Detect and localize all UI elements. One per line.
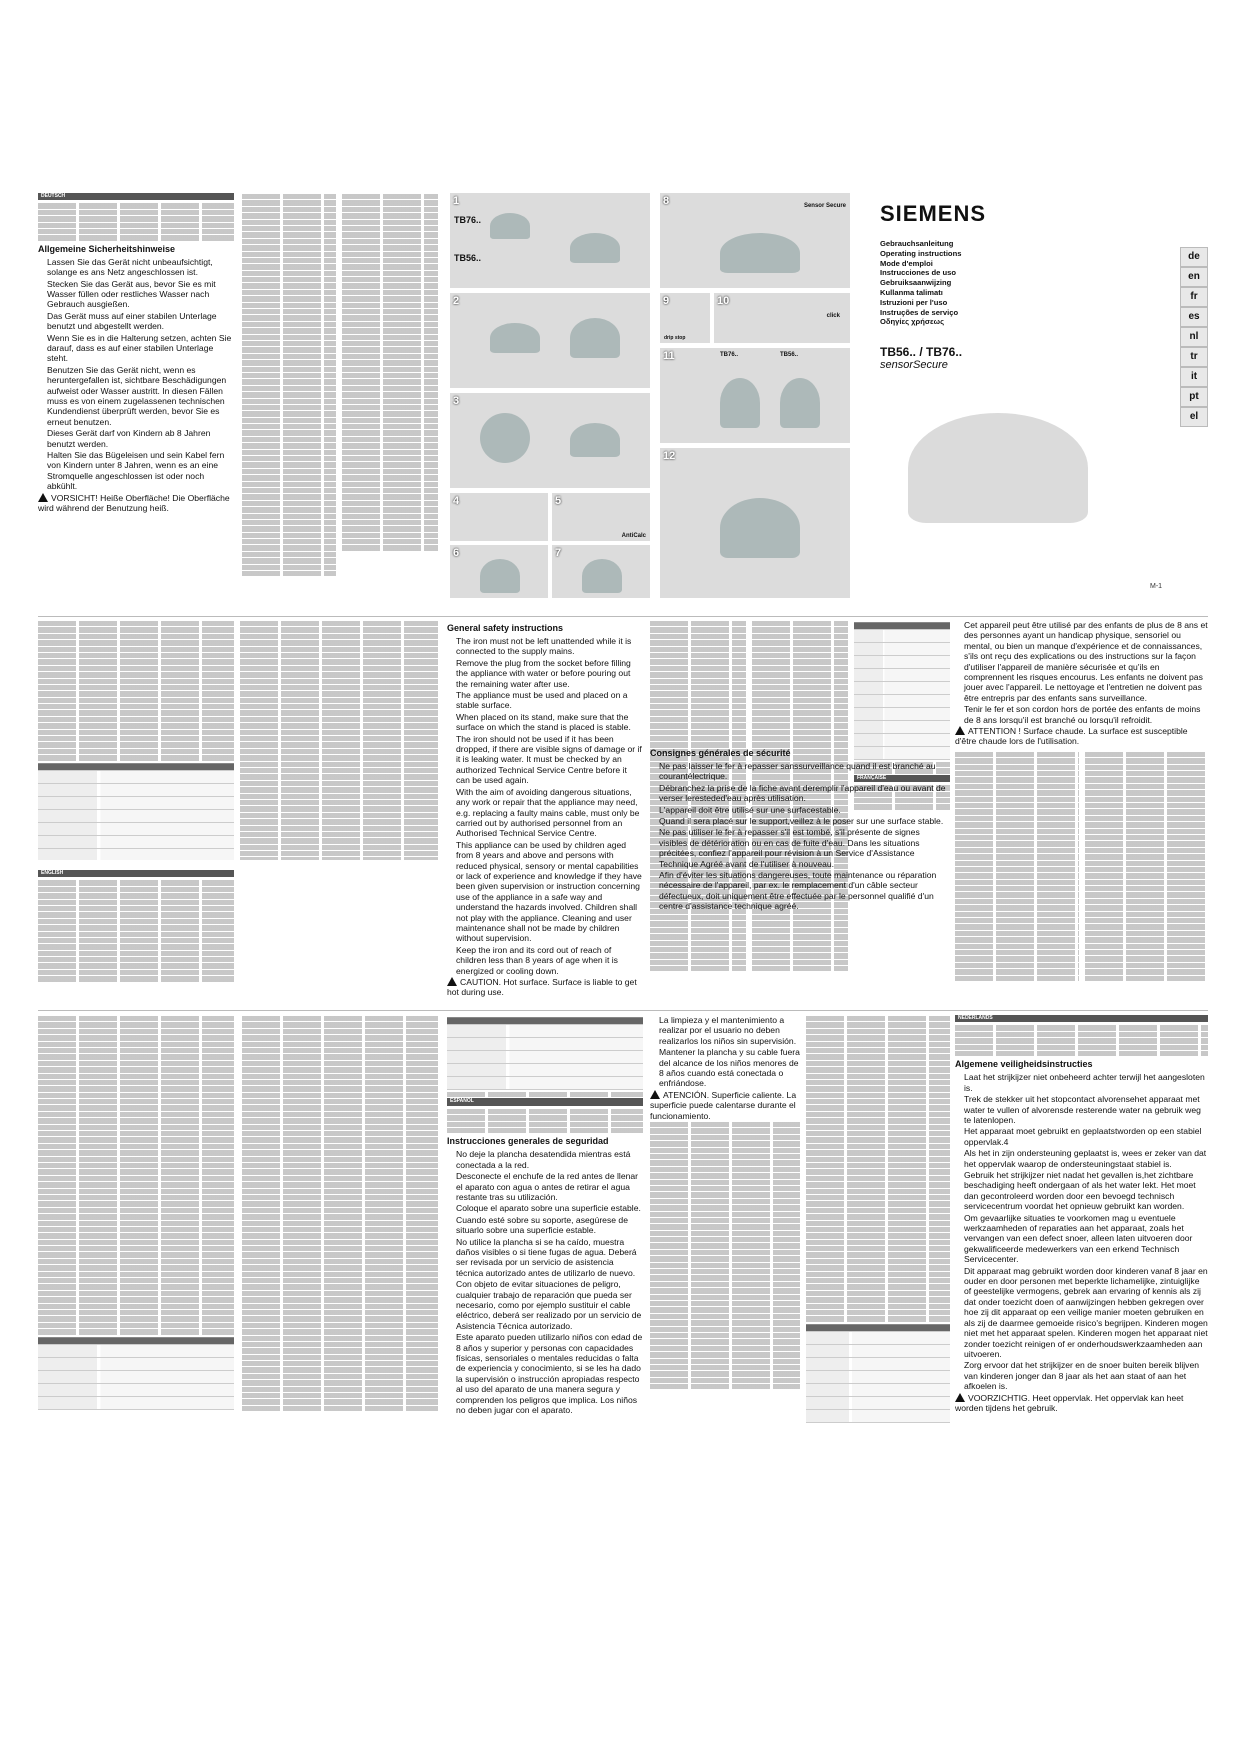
list-item: • Stecken Sie das Gerät aus, bevor Sie es mit Wasser füllen oder restliches Wasser nach Gebrauch ausgießen. <box>47 279 234 310</box>
cover-panel <box>868 193 1208 613</box>
manual-title: Οδηγίες χρήσεως <box>880 317 945 327</box>
list-item: • Cet appareil peut être utilisé par des enfants de plus de 8 ans et des personnes ayant un handicap physique, sensoriel ou mental, ou bien un manque d'expérience et de connaissances, s'ils ont reçu des explications ou des instructions sur la façon d'utiliser l'appareil de manière sécurisée et qu'ils en comprennent les risques encourus. Les enfants ne doivent pas jouer avec l'appareil. Le nettoyage et l'entretien ne doivent pas être entrepris par des enfants sans surveillance. <box>964 620 1208 703</box>
safety-heading-en: General safety instructions <box>447 623 564 633</box>
warning-nl: VOORZICHTIG. Heet oppervlak. Het oppervlak kan heet worden tijdens het gebruik. <box>955 1392 1184 1413</box>
figure-1: 1 TB76.. TB56.. <box>450 193 650 288</box>
warning-es: ATENCIÓN. Superficie caliente. La superficie puede calentarse durante el funcionamiento. <box>650 1089 797 1121</box>
warning-triangle-icon <box>650 1090 660 1099</box>
figure-8: 8 Sensor Secure <box>660 193 850 288</box>
figure-11: 11 TB76.. TB56.. <box>660 348 850 443</box>
figure-10: 10 click <box>714 293 850 343</box>
section-header-en: ENGLISH <box>38 870 234 877</box>
list-item: • The iron should not be used if it has been dropped, if there are visible signs of damage or if it is leaking water. It must be checked by an authorized Technical Service Centre before it can be used again. <box>456 734 643 786</box>
manual-title: Gebrauchsanleitung <box>880 239 954 248</box>
figure-12: 12 <box>660 448 850 598</box>
panel-french-safety <box>650 745 950 1005</box>
safety-list-en <box>447 636 643 976</box>
list-item: • Laat het strijkijzer niet onbeheerd achter terwijl het aangesloten is. <box>964 1072 1208 1093</box>
language-tab-pt[interactable]: pt <box>1180 387 1208 407</box>
list-item: • Zorg ervoor dat het strijkijzer en de snoer buiten bereik blijven van kinderen jonger dan 8 jaar als het aan staat of aan het afkoelen is. <box>964 1360 1208 1391</box>
language-tab-fr[interactable]: fr <box>1180 287 1208 307</box>
safety-list-es <box>447 1149 643 1415</box>
list-item: • The iron must not be left unattended while it is connected to the supply mains. <box>456 636 643 657</box>
safety-heading-fr: Consignes générales de sécurité <box>650 748 791 758</box>
panel-french <box>955 620 1208 1005</box>
section-header-fr: FRANÇAISE <box>854 775 950 782</box>
troubleshooting-table-de <box>38 763 234 860</box>
safety-list-es-continued <box>650 1015 800 1089</box>
manual-title: Instruções de serviço <box>880 307 959 317</box>
language-tab-it[interactable]: it <box>1180 367 1208 387</box>
panel-de-continued <box>38 620 234 1005</box>
list-item: • Trek de stekker uit het stopcontact alvorensehet apparaat met water te vullen of alvorensde resterende water na gebruik weg te latenlopen. <box>964 1094 1208 1125</box>
warning-triangle-icon <box>38 493 48 502</box>
list-item: • Als het in zijn ondersteuning geplaatst is, wees er zeker van dat het oppervlak waarop de ondersteuningstaat stabiel is. <box>964 1148 1208 1169</box>
section-header-de: DEUTSCH <box>38 193 234 200</box>
list-item: • Het apparaat moet gebruikt en geplaatstworden op een stabiel oppervlak.4 <box>964 1126 1208 1147</box>
list-item: • Dit apparaat mag gebruikt worden door kinderen vanaf 8 jaar en ouder en door personen met beperkte lichamelijke, zintuiglijke of geestelijke vermogens, gebrek aan ervaring of kennis als zij dat onder toezicht doen of aanwijzingen hebben gekregen over hoe zij dit apparaat op een veilige manier moeten gebruiken en als zij de daarmee gemoeide risico's begrijpen. Kinderen mogen niet met het apparaat spelen. Kinderen mogen het apparaat niet zonder toezicht reinigen of er onderhoudswerkzaamheden aan uitvoeren. <box>964 1266 1208 1360</box>
panel-dutch <box>955 1015 1208 1455</box>
iron-illustration <box>908 413 1088 523</box>
safety-list-fr <box>650 761 950 912</box>
panel-english <box>447 620 643 1005</box>
manual-title: Operating instructions <box>880 248 962 258</box>
list-item: • Keep the iron and its cord out of reach of children less than 8 years of age when it is energized or cooling down. <box>456 945 643 976</box>
list-item: • Ne pas laisser le fer à repasser sanssurveillance quand il est branché au courantélectrique. <box>659 761 950 782</box>
list-item: • Benutzen Sie das Gerät nicht, wenn es heruntergefallen ist, sichtbare Beschädigungen aufweist oder Wasser austritt. In diesen Fällen muss es von einem zugelassenen technischen Kundendienst überprüft werden, bevor Sie es erneut benutzen. <box>47 365 234 427</box>
safety-heading-de: Allgemeine Sicherheitshinweise <box>38 243 176 254</box>
safety-list-de <box>38 257 234 492</box>
list-item: • When placed on its stand, make sure that the surface on which the stand is placed is stable. <box>456 712 643 733</box>
safety-list-fr-continued <box>955 620 1208 725</box>
list-item: • Cuando esté sobre su soporte, asegúrese de situarlo sobre una superficie estable. <box>456 1215 643 1236</box>
list-item: • Este aparato pueden utilizarlo niños con edad de 8 años y superior y personas con capacidades físicas, sensoriales o mentales reducidas o falta de experiencia y conocimiento, si se les ha dado la supervisión o instrucción apropiadas respecto al uso del aparato de una manera segura y comprenden los peligros que implica. Los niños no deben jugar con el aparato. <box>456 1332 643 1415</box>
list-item: • No deje la plancha desatendida mientras está conectada a la red. <box>456 1149 643 1170</box>
brand-logo: SIEMENS <box>880 201 987 226</box>
row-divider <box>38 1010 1208 1011</box>
figure-5: 5 AntiCalc <box>552 493 650 541</box>
list-item: • Con objeto de evitar situaciones de peligro, cualquier trabajo de reparación que pueda ser necesario, como por ejemplo sustituir el cable eléctrico, deberá ser realizado por un servicio de Asistencia Técnica autorizado. <box>456 1279 643 1331</box>
row-divider <box>38 616 1208 617</box>
panel-spanish <box>447 1015 643 1455</box>
list-item: • Halten Sie das Bügeleisen und sein Kabel fern von Kindern unter 8 Jahren, wenn es an eine Stromquelle angeschlossen ist oder noch abkühlt. <box>47 450 234 492</box>
panel-deutsch <box>38 193 438 613</box>
list-item: • Mantener la plancha y su cable fuera del alcance de los niños menores de 8 años cuando está conectada o enfriándose. <box>659 1047 800 1089</box>
panel-de-continued-2 <box>240 620 438 860</box>
list-item: • Remove the plug from the socket before filling the appliance with water or before pouring out the remaining water after use. <box>456 658 643 689</box>
list-item: • Coloque el aparato sobre una superficie estable. <box>456 1203 643 1213</box>
language-tab-el[interactable]: el <box>1180 407 1208 427</box>
language-tab-es[interactable]: es <box>1180 307 1208 327</box>
warning-triangle-icon <box>955 1393 965 1402</box>
manual-title: Instrucciones de uso <box>880 268 956 278</box>
list-item: • Dieses Gerät darf von Kindern ab 8 Jahren benutzt werden. <box>47 428 234 449</box>
manual-title: Gebruiksaanwijzing <box>880 278 952 288</box>
de-column-1 <box>38 193 234 613</box>
figures-panel <box>450 193 850 598</box>
list-item: • Desconecte el enchufe de la red antes de llenar el aparato con agua o antes de retirar el agua restante tras su utilización. <box>456 1171 643 1202</box>
figure-7: 7 <box>552 545 650 598</box>
de-column-3 <box>342 193 438 613</box>
de-column-2 <box>242 193 336 613</box>
section-header-nl: NEDERLANDS <box>955 1015 1208 1022</box>
list-item: • No utilice la plancha si se ha caído, muestra daños visibles o si tiene fugas de agua. Deberá ser revisada por un servicio de asistencia técnica autorizado antes de utilizarlo de nuevo. <box>456 1237 643 1279</box>
list-item: • La limpieza y el mantenimiento a realizar por el usuario no deben realizarlos los niños sin supervisión. <box>659 1015 800 1046</box>
list-item: • Quand il sera placé sur le support,veillez à le poser sur une surface stable. <box>659 816 950 826</box>
list-item: • Gebruik het strijkijzer niet nadat het gevallen is,het zichtbare beschadiging heeft ondergaan of als het water lekt. Het moet dan gecontroleerd worden door een bevoegd technisch servicecentrum voordat het opnieuw gebruikt kan worden. <box>964 1170 1208 1212</box>
safety-list-nl <box>955 1072 1208 1391</box>
model-title: TB56.. / TB76.. <box>880 345 963 359</box>
figure-3: 3 <box>450 393 650 488</box>
figure-4: 4 <box>450 493 548 541</box>
manual-title: Istruzioni per l'uso <box>880 297 948 307</box>
list-item: • L'appareil doit être utilisé sur une surfacestable. <box>659 805 950 815</box>
manual-title-list <box>880 239 961 327</box>
manual-title: Mode d'emploi <box>880 258 933 268</box>
list-item: • Tenir le fer et son cordon hors de portée des enfants de moins de 8 ans lorsqu'il est branché ou lorsqu'il refroidit. <box>964 704 1208 725</box>
list-item: • Ne pas utiliser le fer à repasser s'il est tombé, s'il présente de signes visibles de détérioration ou en cas de fuite d'eau. Dans les situations précitées, confiez l'appareil pour révision à un Service d'Assistance Technique Agréé avant de l'utiliser à nouveau. <box>659 827 950 869</box>
safety-heading-es: Instrucciones generales de seguridad <box>447 1136 609 1147</box>
list-item: • Das Gerät muss auf einer stabilen Unterlage benutzt und abgestellt werden. <box>47 311 234 332</box>
warning-de: VORSICHT! Heiße Oberfläche! Die Oberfläche wird während der Benutzung heiß. <box>38 492 230 514</box>
figure-9: 9 drip stop <box>660 293 710 343</box>
language-tab-tr[interactable]: tr <box>1180 347 1208 367</box>
warning-en: CAUTION. Hot surface. Surface is liable to get hot during use. <box>447 977 637 998</box>
list-item: • This appliance can be used by children aged from 8 years and above and persons with reduced physical, sensory or mental capabilities or lack of experience and knowledge if they have been given supervision or instruction concerning use of the appliance in a safe way and understand the hazards involved. Children shall not play with the appliance. Cleaning and user maintenance shall not be made by children without supervision. <box>456 840 643 944</box>
list-item: • Débranchez la prise de la fiche avant deremplir l'appareil d'eau ou avant de verser leresteded'eau après utilisation. <box>659 783 950 804</box>
figure-6: 6 <box>450 545 548 598</box>
panel-en-bottom <box>38 1015 438 1455</box>
page-marker: M-1 <box>1150 583 1163 590</box>
language-tab-nl[interactable]: nl <box>1180 327 1208 347</box>
list-item: • Afin d'éviter les situations dangereuses, toute maintenance ou réparation nécessaire de l'appareil, par ex. le remplacement d'un câble secteur défectueux, doit uniquement être effectuée par le personnel qualifié d'un centre d'assistance technique agréé. <box>659 870 950 912</box>
section-header-es: ESPAÑOL <box>447 1098 643 1105</box>
panel-spanish-2 <box>650 1015 950 1455</box>
list-item: • The appliance must be used and placed on a stable surface. <box>456 690 643 711</box>
language-tab-de[interactable]: de <box>1180 247 1208 267</box>
list-item: • Om gevaarlijke situaties te voorkomen mag u eventuele werkzaamheden of reparaties aan het apparaat, zoals het vervangen van een defect snoer, alleen laten uitvoeren door gekwalificeerde medewerkers van een erkend Technisch Servicecenter. <box>964 1213 1208 1265</box>
list-item: • Wenn Sie es in die Halterung setzen, achten Sie darauf, dass es auf einer stabilen Unterlage steht. <box>47 333 234 364</box>
safety-heading-nl: Algemene veiligheidsinstructies <box>955 1059 1093 1070</box>
list-item: • With the aim of avoiding dangerous situations, any work or repair that the appliance may need, e.g. replacing a faulty mains cable, must only be carried out by authorised personnel from an Authorised Technical Service Centre. <box>456 787 643 839</box>
warning-triangle-icon <box>447 977 457 986</box>
language-tab-en[interactable]: en <box>1180 267 1208 287</box>
list-item: • Lassen Sie das Gerät nicht unbeaufsichtigt, solange es ans Netz angeschlossen ist. <box>47 257 234 278</box>
figure-2: 2 <box>450 293 650 388</box>
manual-title: Kullanma talimatı <box>880 287 943 297</box>
model-subtitle: sensorSecure <box>880 359 948 371</box>
warning-triangle-icon <box>955 726 965 735</box>
warning-fr: ATTENTION ! Surface chaude. La surface est susceptible d'être chaude lors de l'utilisation. <box>955 726 1188 747</box>
